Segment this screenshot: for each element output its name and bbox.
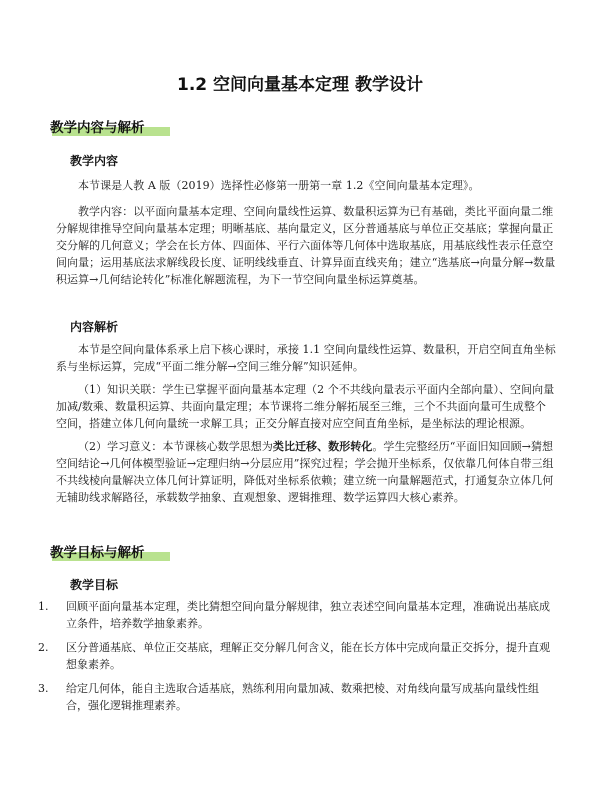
subheading-teaching-content: 教学内容: [70, 154, 119, 168]
section-heading-text: 教学目标与解析: [50, 545, 145, 561]
significance-bold-text: 类比迁移、数形转化: [272, 440, 373, 453]
section-heading-content-analysis: [50, 116, 145, 136]
subheading-teaching-objectives: 教学目标: [70, 578, 119, 592]
list-item: [38, 680, 558, 714]
list-item-number: 3.: [38, 682, 49, 695]
paragraph-knowledge-link: （1）知识关联：学生已掌握平面向量基本定理（2 个不共线向量表示平面内全部向量）、空间向量加减/数乘、数量积运算、共面向量定理；本节课将二维分解拓展至三维，三个不共面向量可生成整个空间，搭建立体几何向量统一求解工具；正交分解直接对应空间直角坐标，是坐标法的理论根源。: [56, 383, 555, 430]
page-title: 1.2 空间向量基本定理 教学设计: [177, 75, 423, 95]
list-item: [38, 639, 558, 673]
objectives-list: [38, 598, 558, 721]
subheading-content-analysis: 内容解析: [70, 320, 119, 334]
significance-text-a: （2）学习意义：本节课核心数学思想为: [78, 440, 273, 453]
list-item-text: 给定几何体，能自主选取合适基底，熟练利用向量加减、数乘把棱、对角线向量写成基向量线性组合，强化逻辑推理素养。: [66, 682, 539, 712]
paragraph-learning-significance: [56, 438, 556, 506]
list-item-text: 回顾平面向量基本定理，类比猜想空间向量分解规律，独立表述空间向量基本定理，准确说出基底成立条件，培养数学抽象素养。: [66, 600, 550, 630]
list-item-text: 区分普通基底、单位正交基底，理解正交分解几何含义，能在长方体中完成向量正交拆分，提升直观想象素养。: [66, 641, 550, 671]
list-item-number: 1.: [38, 600, 49, 613]
section-heading-objectives: [50, 541, 145, 561]
section-heading-text: 教学内容与解析: [50, 120, 145, 136]
paragraph-content-analysis: 本节是空间向量体系承上启下核心课时，承接 1.1 空间向量线性运算、数量积，开启空间直角坐标系与坐标运算，完成“平面二维分解→空间三维分解”知识延伸。: [56, 343, 556, 373]
list-item-number: 2.: [38, 641, 49, 654]
paragraph-teaching-content: 教学内容：以平面向量基本定理、空间向量线性运算、数量积运算为已有基础，类比平面向量二维分解规律推导空间向量基本定理；明晰基底、基向量定义，区分普通基底与单位正交基底；掌握向量正交分解的几何意义；学会在长方体、四面体、平行六面体等几何体中选取基底，用基底线性表示任意空间向量；运用基底法求解线段长度、证明线线垂直、计算异面直线夹角；建立“选基底→向量分解→数量积运算→几何结论转化”标准化解题流程，为下一节空间向量坐标运算奠基。: [56, 205, 556, 286]
significance-text-c: 。学生完整经历“平面旧知回顾→猜想空间结论→几何体模型验证→定理归纳→分层应用”探究过程；学会抛开坐标系，仅依靠几何体自带三组不共线棱向量解决立体几何计算证明，降低对坐标系依赖；建立统一向量解题范式，打通复杂立体几何无辅助线求解路径，承载数学抽象、直观想象、逻辑推理、数学运算四大核心素养。: [56, 440, 554, 504]
list-item: [38, 598, 558, 632]
paragraph-intro: 本节课是人教 A 版（2019）选择性必修第一册第一章 1.2《空间向量基本定理》。: [78, 179, 480, 192]
